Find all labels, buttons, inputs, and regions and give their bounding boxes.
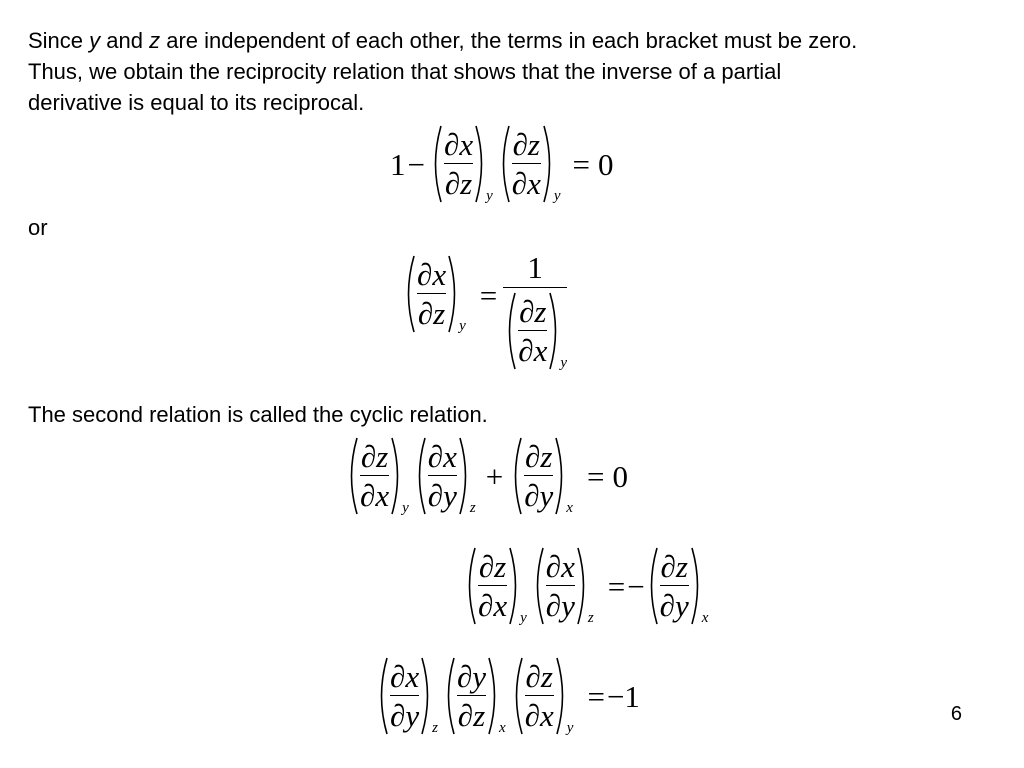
eq4-negative-sign: −	[627, 568, 645, 604]
eq3-equals: =	[586, 458, 605, 494]
or-text: or	[28, 215, 48, 240]
eq5-partial-dx-dy-z: $\frac{\partial x}{\partial y}$ z	[375, 656, 438, 736]
eq2-reciprocal-fraction	[503, 252, 567, 376]
eq1-minus: −	[407, 146, 425, 182]
eq3-plus: +	[485, 458, 504, 494]
page-number: 6	[950, 703, 962, 725]
eq3-partial-dz-dx-y: $\frac{\partial z}{\partial x}$ y	[345, 436, 409, 516]
eq4-equals: =	[607, 568, 626, 604]
eq1-zero: 0	[598, 146, 614, 182]
left-paren	[375, 656, 389, 736]
eq2-one: 1	[527, 250, 543, 285]
cyclic-equation-2	[463, 546, 708, 626]
left-paren	[645, 546, 659, 626]
eq1-partial-dz-dx-y: $\frac{\partial z}{\partial x}$ y	[497, 124, 561, 204]
eq3-zero: 0	[612, 458, 628, 494]
left-paren	[345, 436, 359, 516]
left-paren	[531, 546, 545, 626]
eq1-equals: =	[572, 146, 590, 182]
left-paren	[442, 656, 456, 736]
intro-text-since: Since	[28, 28, 90, 53]
eq4-partial-dz-dx-y: $\frac{\partial z}{\partial x}$ y	[463, 546, 527, 626]
reciprocity-equation-1	[390, 124, 614, 204]
left-paren	[503, 291, 517, 371]
eq1-partial-dx-dz-y: $\frac{\partial x}{\partial z}$ y	[429, 124, 493, 204]
left-paren	[497, 124, 511, 204]
intro-line-2: Thus, we obtain the reciprocity relation that shows that the inverse of a partial	[28, 59, 782, 84]
intro-line-3: derivative is equal to its reciprocal.	[28, 90, 365, 115]
eq5-partial-dz-dx-y: $\frac{\partial z}{\partial x}$ y	[510, 656, 574, 736]
left-paren	[463, 546, 477, 626]
eq3-partial-dx-dy-z: $\frac{\partial x}{\partial y}$ z	[413, 436, 476, 516]
intro-line-1	[28, 25, 857, 56]
eq1-one: 1	[390, 146, 406, 182]
intro-text-rest: are independent of each other, the terms in each bracket must be zero.	[160, 28, 858, 53]
cyclic-equation-1	[345, 436, 628, 516]
left-paren	[510, 656, 524, 736]
left-paren	[413, 436, 427, 516]
eq5-equals: =	[587, 678, 605, 714]
cyclic-equation-3	[375, 656, 640, 736]
eq2-partial-dz-dx-y: $\frac{\partial z}{\partial x}$ y	[503, 291, 567, 371]
eq2-partial-dx-dz-y: $\frac{\partial x}{\partial z}$ y	[402, 254, 466, 334]
eq5-negative-one: −1	[606, 678, 640, 714]
eq5-partial-dy-dz-x: $\frac{\partial y}{\partial z}$ x	[442, 656, 506, 736]
reciprocity-equation-2	[402, 252, 567, 376]
left-paren	[402, 254, 416, 334]
intro-text-and: and	[100, 28, 150, 53]
eq4-partial-dx-dy-z: $\frac{\partial x}{\partial y}$ z	[531, 546, 594, 626]
eq4-partial-dz-dy-x: $\frac{\partial z}{\partial y}$ x	[645, 546, 709, 626]
eq3-partial-dz-dy-x: $\frac{\partial z}{\partial y}$ x	[509, 436, 573, 516]
eq2-equals: =	[479, 278, 498, 313]
left-paren	[429, 124, 443, 204]
intro-var-y: y	[89, 28, 101, 53]
intro-var-z: z	[149, 28, 161, 53]
cyclic-text: The second relation is called the cyclic relation.	[28, 402, 488, 427]
left-paren	[509, 436, 523, 516]
